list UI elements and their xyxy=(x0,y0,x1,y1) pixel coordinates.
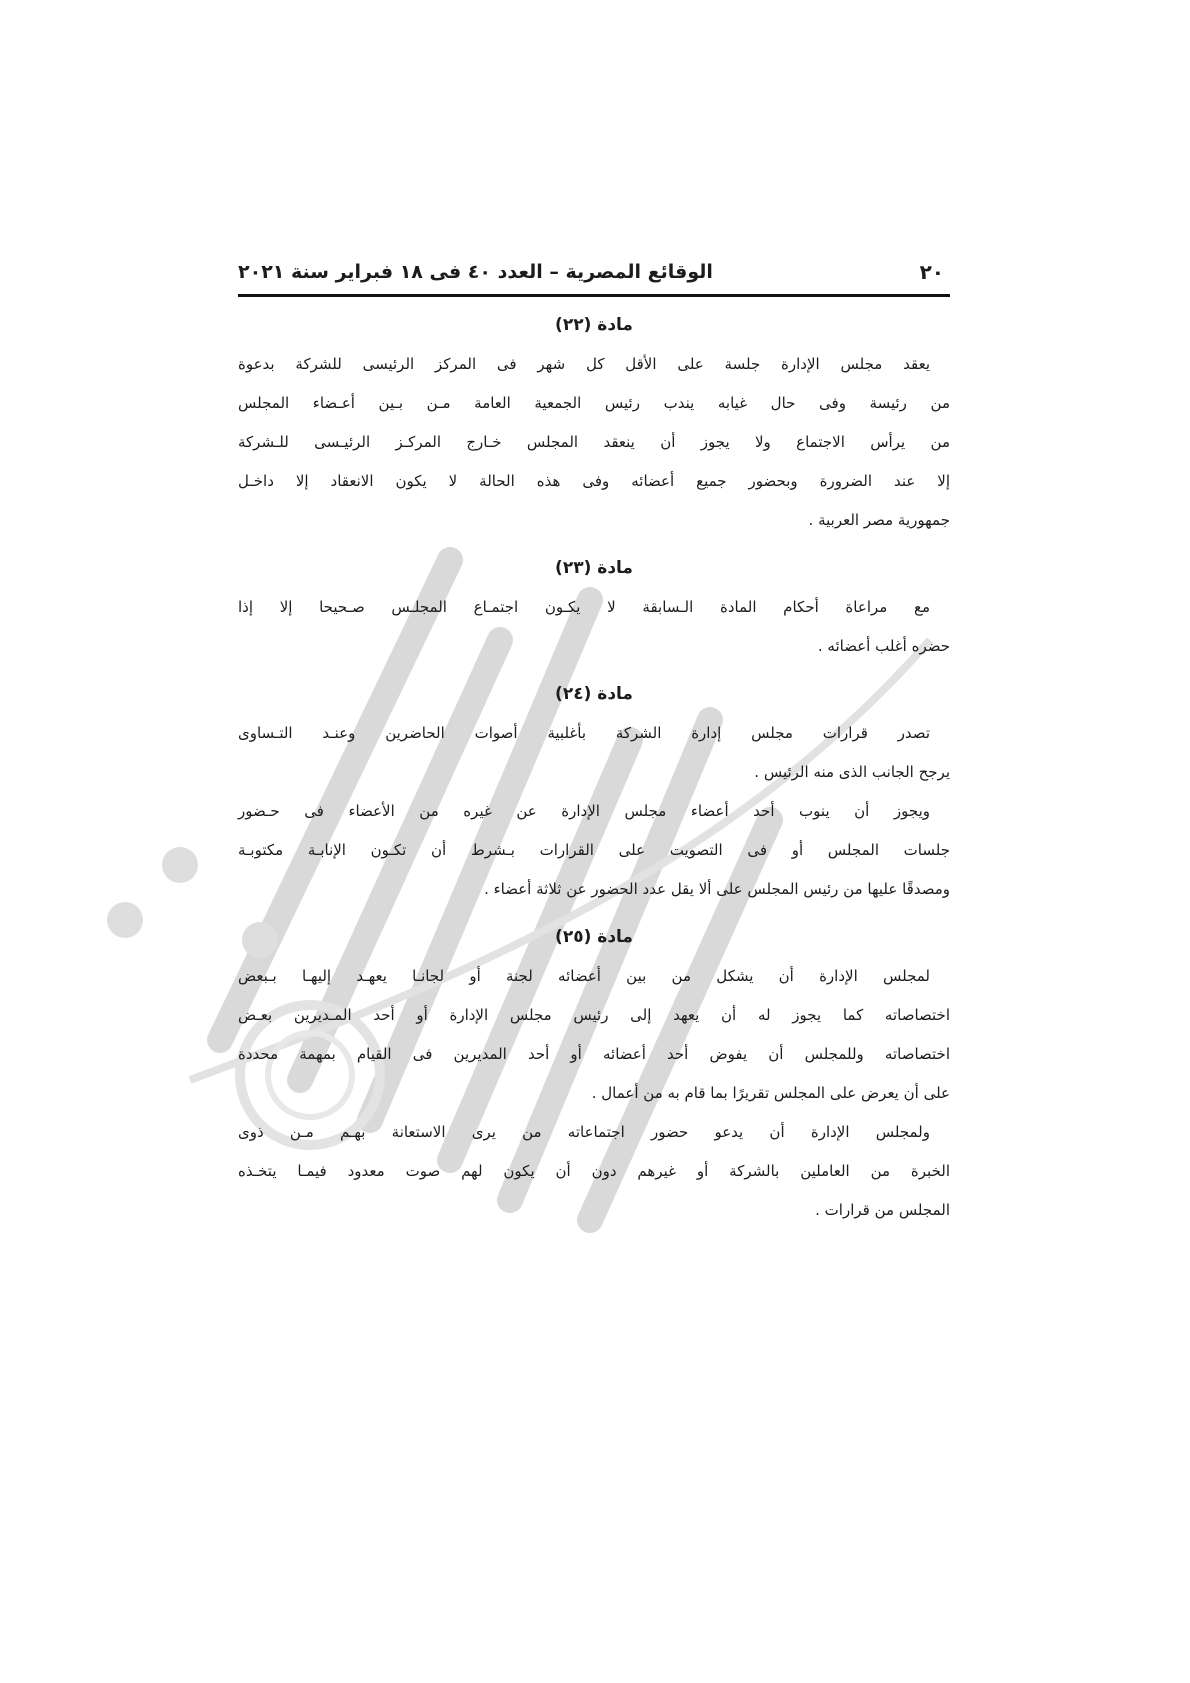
text-line: يعقد مجلس الإدارة جلسة على الأقل كل شهر فى المركز الرئيسى للشركة بدعوة xyxy=(238,355,930,373)
article-paragraph xyxy=(238,957,950,1113)
text-line: من رئيسة وفى حال غيابه يندب رئيس الجمعية العامة مـن بـين أعـضاء المجلس xyxy=(238,394,950,412)
page-header xyxy=(238,260,950,297)
text-line: ويجوز أن ينوب أحد أعضاء مجلس الإدارة عن غيره من الأعضاء فى حـضور xyxy=(238,802,930,820)
article-paragraph xyxy=(238,792,950,909)
text-line: حضره أغلب أعضائه . xyxy=(817,637,950,655)
text-line: جلسات المجلس أو فى التصويت على القرارات بـشرط أن تكـون الإنابـة مكتوبـة xyxy=(238,841,950,859)
article-23 xyxy=(238,558,950,666)
text-line: المجلس من قرارات . xyxy=(815,1201,950,1219)
article-paragraph xyxy=(238,1113,950,1230)
article-22 xyxy=(238,315,950,540)
article-25 xyxy=(238,927,950,1230)
page-number: ٢٠ xyxy=(919,260,944,284)
text-line: على أن يعرض على المجلس تقريرًا بما قام به من أعمال . xyxy=(591,1084,950,1102)
article-heading: مادة (٢٥) xyxy=(555,927,633,947)
text-line: جمهورية مصر العربية . xyxy=(808,511,950,529)
text-line: اختصاصاته وللمجلس أن يفوض أحد أعضائه أو أحد المديرين فى القيام بمهمة محددة xyxy=(238,1045,950,1063)
article-paragraph xyxy=(238,714,950,792)
article-24 xyxy=(238,684,950,909)
text-line: مع مراعاة أحكام المادة الـسابقة لا يكـون اجتمـاع المجلـس صـحيحا إلا إذا xyxy=(238,598,930,616)
text-line: تصدر قرارات مجلس إدارة الشركة بأغلبية أصوات الحاضرين وعنـد التـساوى xyxy=(238,724,930,742)
article-paragraph xyxy=(238,588,950,666)
text-line: اختصاصاته كما يجوز له أن يعهد إلى رئيس مجلس الإدارة أو أحد المـديرين بعـض xyxy=(238,1006,950,1024)
text-line: إلا عند الضرورة وبحضور جميع أعضائه وفى هذه الحالة لا يكون الانعقاد إلا داخـل xyxy=(238,472,950,490)
article-heading: مادة (٢٤) xyxy=(555,684,633,704)
article-heading: مادة (٢٢) xyxy=(555,315,633,335)
text-line: الخبرة من العاملين بالشركة أو غيرهم دون أن يكون لهم صوت معدود فيمـا يتخـذه xyxy=(238,1162,950,1180)
text-line: يرجح الجانب الذى منه الرئيس . xyxy=(754,763,950,781)
gazette-page xyxy=(238,260,950,1230)
article-paragraph xyxy=(238,345,950,540)
text-line: لمجلس الإدارة أن يشكل من بين أعضائه لجنة أو لجانـا يعهـد إليهـا بـبعض xyxy=(238,967,930,985)
text-line: ولمجلس الإدارة أن يدعو حضور اجتماعاته من يرى الاستعانة بهـم مـن ذوى xyxy=(238,1123,930,1141)
text-line: من يرأس الاجتماع ولا يجوز أن ينعقد المجلس خـارج المركـز الرئيـسى للـشركة xyxy=(238,433,950,451)
text-line: ومصدقًا عليها من رئيس المجلس على ألا يقل عدد الحضور عن ثلاثة أعضاء . xyxy=(484,880,950,898)
gazette-title: الوقائع المصرية – العدد ٤٠ فى ١٨ فبراير سنة ٢٠٢١ xyxy=(238,261,713,283)
article-heading: مادة (٢٣) xyxy=(555,558,633,578)
